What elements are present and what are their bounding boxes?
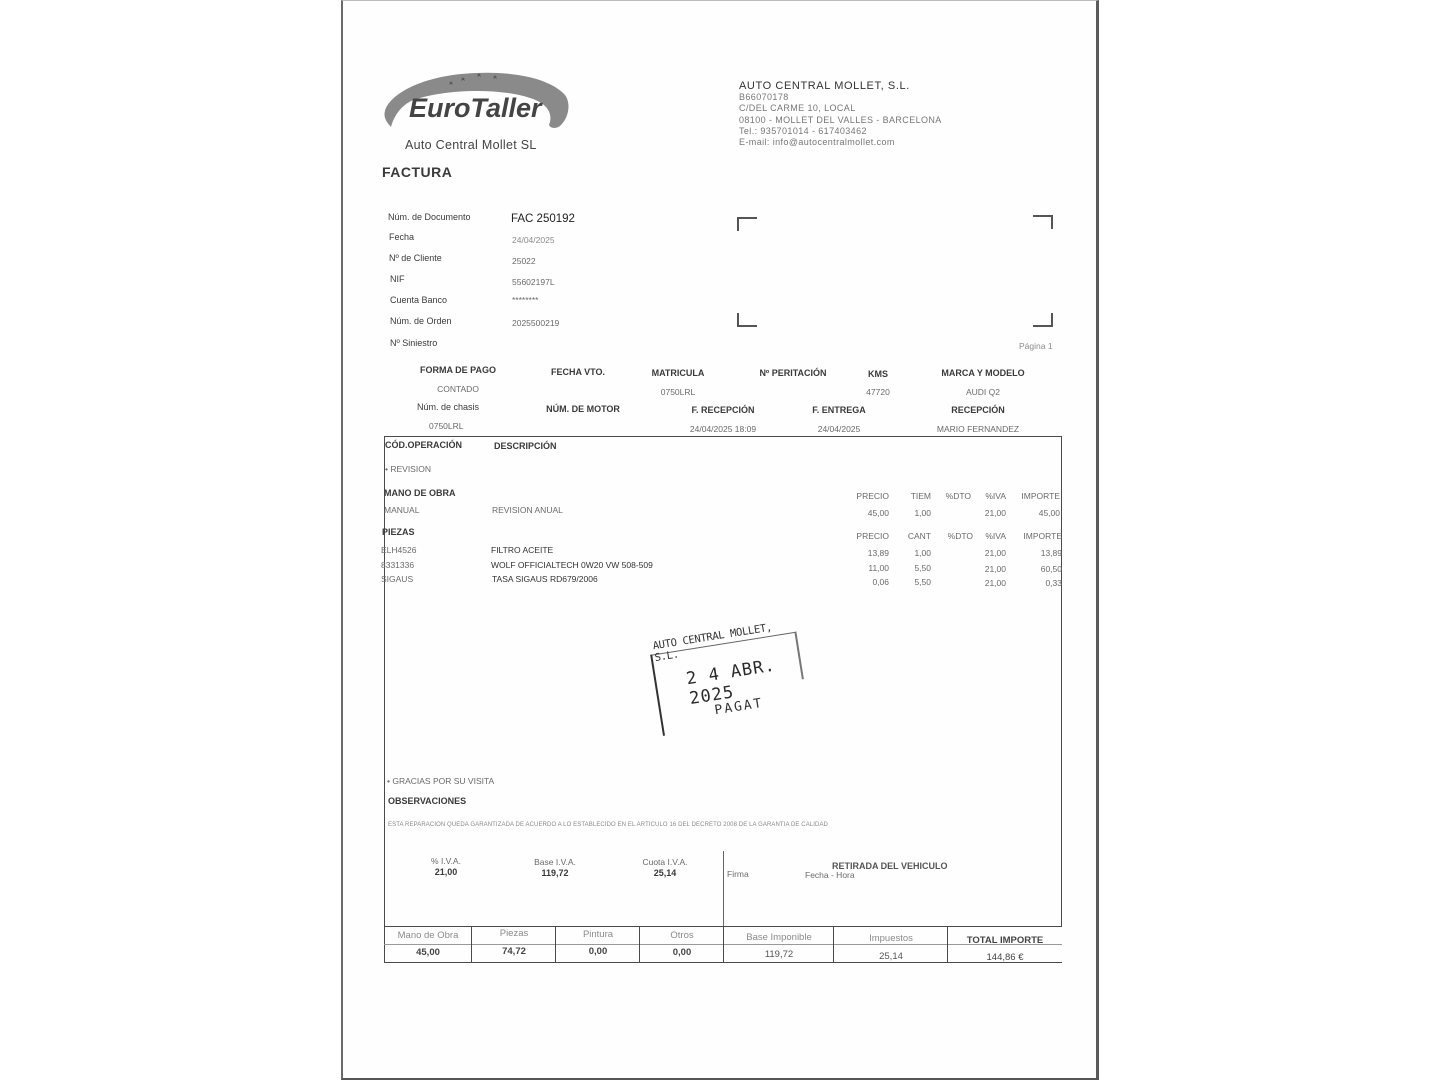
- vehicle-header: Nº PERITACIÓN: [759, 368, 827, 378]
- parts-row-price: 0,06: [872, 577, 889, 587]
- doc-info-label: Núm. de Orden: [390, 316, 452, 326]
- company-info: [739, 80, 942, 148]
- company-line: C/DEL CARME 10, LOCAL: [739, 103, 856, 114]
- totals-divider: [833, 926, 834, 962]
- parts-row-price: 13,89: [867, 548, 889, 558]
- parts-row-vat: 21,00: [984, 564, 1006, 574]
- totals-divider: [947, 926, 948, 962]
- stamp-date: 2 4 ABR. 2025: [684, 655, 777, 710]
- vehicle-header: Núm. de chasis: [416, 402, 480, 412]
- table-right-border: [1061, 436, 1062, 926]
- tax-label: % I.V.A.: [431, 856, 461, 866]
- labor-col-header: IMPORTE: [1021, 491, 1060, 501]
- observations-text: ESTA REPARACION QUEDA GARANTIZADA DE ACUERDO A LO ESTABLECIDO EN EL ARTICULO 16 DEL DECRETO 2008 DE LA GARANTIA DE CALIDAD: [388, 822, 828, 828]
- table-left-border: [384, 436, 385, 963]
- grand-total-label: TOTAL IMPORTE: [966, 935, 1044, 946]
- labor-col-header: %DTO: [945, 491, 971, 501]
- total-label: Pintura: [582, 929, 614, 940]
- doc-info-label: Nº Siniestro: [390, 338, 438, 348]
- total-value: 45,00: [416, 947, 440, 958]
- totals-divider: [555, 926, 556, 962]
- tax-value: 25,14: [653, 868, 677, 878]
- totals-divider: [471, 926, 472, 962]
- parts-row-description: FILTRO ACEITE: [491, 545, 554, 555]
- doc-info-label: NIF: [390, 274, 405, 284]
- table-top-border: [384, 436, 1062, 437]
- vehicle-header: MATRICULA: [651, 368, 705, 378]
- parts-col-header: IMPORTE: [1023, 531, 1062, 541]
- total-value: 119,72: [764, 949, 794, 960]
- vehicle-value: 0750LRL: [660, 387, 696, 397]
- labor-section-title: MANO DE OBRA: [384, 488, 456, 498]
- vehicle-header: FECHA VTO.: [550, 367, 605, 377]
- doc-info-label: Núm. de Documento: [388, 212, 471, 222]
- parts-row-price: 11,00: [868, 563, 889, 573]
- parts-section-title: PIEZAS: [382, 527, 415, 537]
- parts-col-header: CANT: [907, 531, 931, 541]
- labor-row-description: REVISION ANUAL: [492, 505, 563, 515]
- vehicle-value: 0750LRL: [429, 421, 464, 431]
- parts-row-qty: 5,50: [914, 563, 931, 573]
- vehicle-header: F. RECEPCIÓN: [691, 405, 755, 415]
- vehicle-header: FORMA DE PAGO: [420, 365, 496, 375]
- vehicle-pickup-title: RETIRADA DEL VEHICULO: [832, 861, 948, 871]
- vehicle-value: MARIO FERNANDEZ: [936, 424, 1020, 434]
- total-value: 0,00: [672, 947, 692, 958]
- thanks-note: • GRACIAS POR SU VISITA: [387, 776, 495, 786]
- invoice-sheet: [341, 0, 1099, 1080]
- tax-label: Cuota I.V.A.: [642, 857, 688, 867]
- document-title: FACTURA: [382, 164, 453, 180]
- labor-row-vat: 21,00: [984, 508, 1006, 518]
- company-line: E-mail: info@autocentralmollet.com: [739, 137, 895, 148]
- vehicle-value: 47720: [866, 387, 890, 397]
- doc-info-label: Fecha: [389, 232, 415, 242]
- labor-row-price: 45,00: [867, 508, 889, 518]
- parts-row-code: SIGAUS: [381, 574, 414, 584]
- parts-row-description: TASA SIGAUS RD679/2006: [492, 574, 598, 584]
- paid-stamp: [648, 618, 812, 740]
- company-line: 08100 - MOLLET DEL VALLES - BARCELONA: [739, 114, 942, 125]
- vehicle-header: MARCA Y MODELO: [941, 368, 1025, 378]
- stamp-company: AUTO CENTRAL MOLLET, S.L.: [651, 621, 773, 665]
- observations-title: OBSERVACIONES: [388, 796, 467, 806]
- total-label: Piezas: [499, 928, 529, 939]
- vehicle-header: F. ENTREGA: [812, 405, 866, 415]
- parts-col-header: %DTO: [947, 531, 973, 541]
- col-header-description: DESCRIPCIÓN: [494, 441, 557, 451]
- parts-row-amount: 60,50: [1040, 564, 1062, 574]
- parts-row-description: WOLF OFFICIALTECH 0W20 VW 508-509: [491, 560, 653, 570]
- parts-row-qty: 1,00: [914, 548, 931, 558]
- labor-col-header: PRECIO: [856, 491, 889, 501]
- parts-row-amount: 0,33: [1045, 578, 1062, 588]
- doc-date-value: 24/04/2025: [512, 235, 555, 245]
- total-value: 25,14: [879, 951, 903, 962]
- labor-row-code: MANUAL: [384, 505, 420, 515]
- grand-total-value: 144,86 €: [986, 952, 1024, 963]
- labor-row-amount: 45,00: [1038, 508, 1060, 518]
- total-label: Impuestos: [869, 933, 913, 944]
- vehicle-header: KMS: [868, 369, 888, 379]
- customer-number-value: 25022: [512, 256, 536, 266]
- address-window-corner: [737, 313, 757, 327]
- labor-row-qty: 1,00: [914, 508, 931, 518]
- order-number-value: 2025500219: [512, 318, 560, 328]
- vehicle-header: RECEPCIÓN: [951, 405, 1005, 415]
- labor-col-header: %IVA: [985, 491, 1006, 501]
- logo-brand-text: EuroTaller: [409, 93, 542, 123]
- doc-info-label: Cuenta Banco: [390, 295, 448, 305]
- company-line: B66070178: [739, 92, 789, 102]
- parts-row-vat: 21,00: [984, 578, 1006, 588]
- vehicle-value: 24/04/2025 18:09: [689, 424, 757, 434]
- tax-value: 119,72: [541, 868, 569, 878]
- total-label: Mano de Obra: [397, 930, 459, 941]
- parts-row-amount: 13,89: [1040, 548, 1062, 558]
- labor-col-header: TIEM: [910, 491, 931, 501]
- signature-fecha-hora: Fecha - Hora: [805, 870, 855, 880]
- page-number: Página 1: [1019, 341, 1053, 351]
- parts-row-vat: 21,00: [984, 548, 1006, 558]
- total-value: 74,72: [502, 946, 526, 957]
- signature-firma: Firma: [727, 869, 749, 879]
- doc-number-value: FAC 250192: [511, 213, 575, 225]
- eurotaller-logo: [381, 67, 571, 137]
- col-header-code: CÓD.OPERACIÓN: [385, 440, 463, 450]
- tax-value: 21,00: [434, 867, 458, 877]
- vehicle-value: AUDI Q2: [965, 387, 1000, 397]
- company-line: Tel.: 935701014 - 617403462: [739, 125, 867, 136]
- parts-col-header: PRECIO: [856, 531, 889, 541]
- address-window-corner: [1033, 313, 1053, 327]
- total-value: 0,00: [588, 946, 608, 957]
- total-label: Otros: [670, 930, 694, 941]
- revision-label: • REVISION: [385, 464, 431, 474]
- address-window-corner: [737, 217, 757, 231]
- tax-label: Base I.V.A.: [534, 857, 576, 867]
- vehicle-value: CONTADO: [437, 384, 479, 394]
- logo-subtitle: Auto Central Mollet SL: [405, 138, 537, 152]
- stamp-status: PAGAT: [713, 695, 765, 719]
- parts-row-code: 8331336: [381, 560, 415, 570]
- parts-row-qty: 5,50: [914, 577, 931, 587]
- total-label: Base Imponible: [746, 932, 812, 943]
- totals-divider: [723, 926, 724, 962]
- vehicle-header: NÚM. DE MOTOR: [546, 404, 620, 414]
- parts-row-code: ELH4526: [381, 545, 417, 555]
- company-name: AUTO CENTRAL MOLLET, S.L.: [739, 80, 910, 92]
- vehicle-value: 24/04/2025: [817, 424, 861, 434]
- nif-value: 55602197L: [512, 277, 555, 287]
- address-window-corner: [1033, 215, 1053, 229]
- totals-divider: [639, 926, 640, 962]
- bank-account-value: ********: [512, 295, 539, 305]
- parts-col-header: %IVA: [985, 531, 1006, 541]
- doc-info-label: Nº de Cliente: [389, 253, 442, 263]
